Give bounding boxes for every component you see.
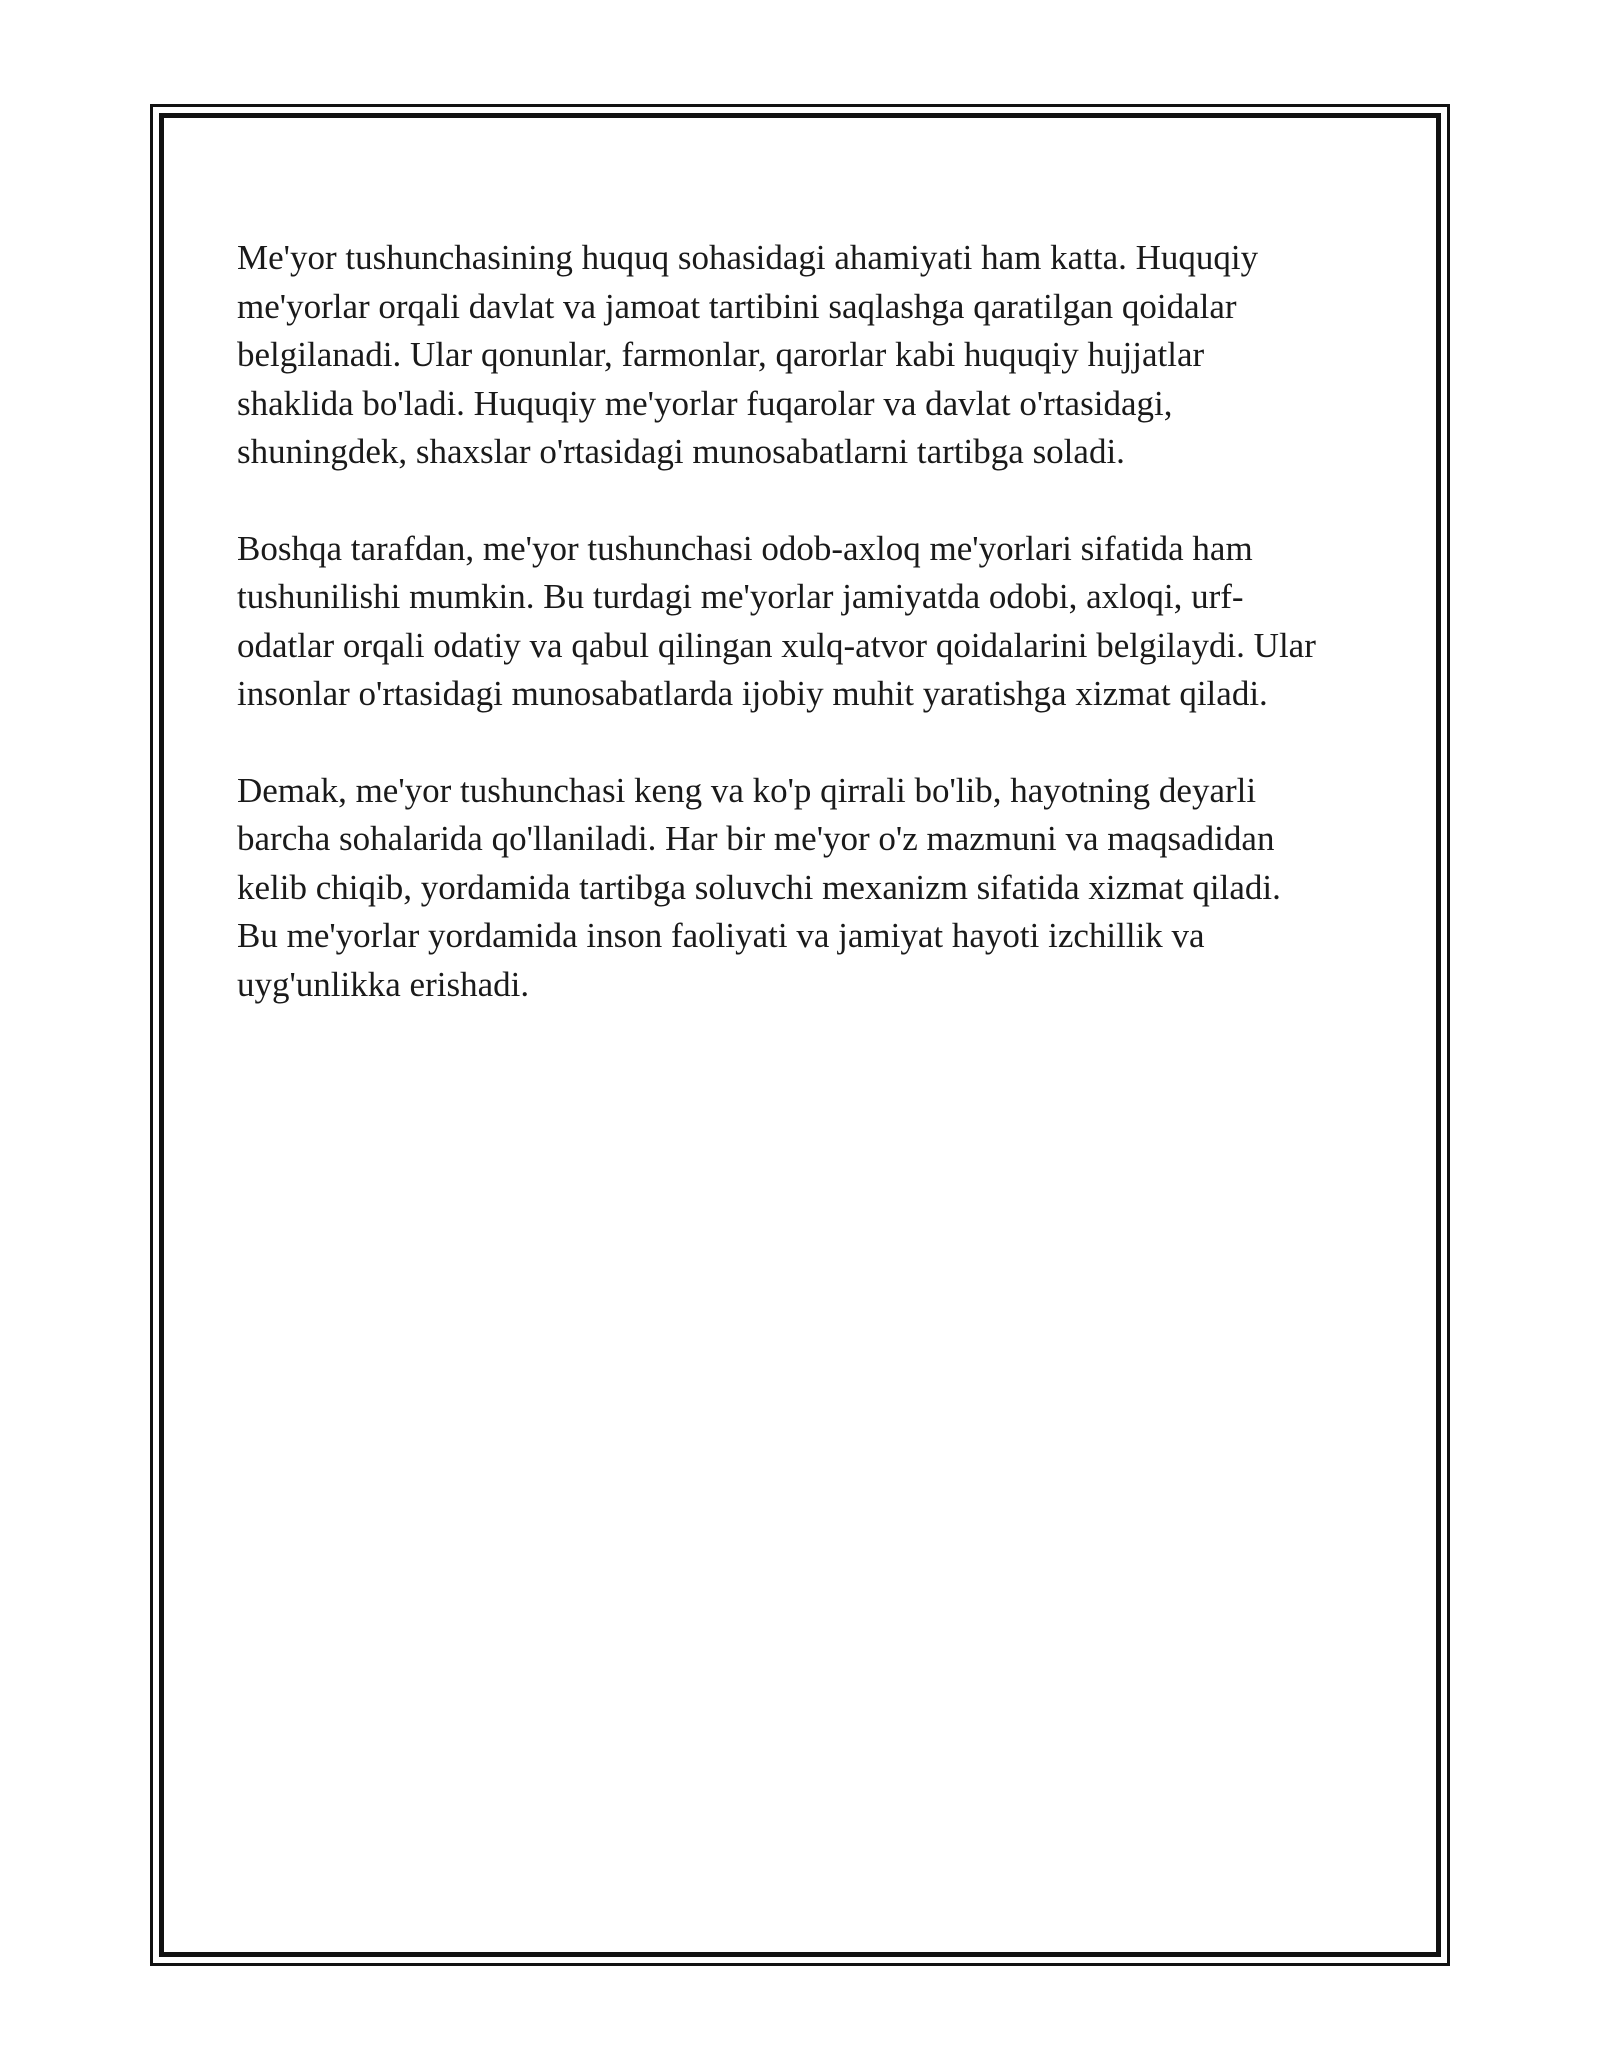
text-line: shaklida bo'ladi. Huquqiy me'yorlar fuqarolar va davlat o'rtasidagi, (237, 383, 1173, 423)
text-line: Bu me'yorlar yordamida inson faoliyati va jamiyat hayoti izchillik va (237, 916, 1205, 955)
paragraph-moral-norms (237, 525, 1377, 719)
text-line: Boshqa tarafdan, me'yor tushunchasi odob-axloq me'yorlari sifatida ham (237, 528, 1253, 568)
text-line: shuningdek, shaxslar o'rtasidagi munosabatlarni tartibga soladi. (237, 432, 1125, 471)
text-line: kelib chiqib, yordamida tartibga soluvchi mexanizm sifatida xizmat qiladi. (237, 867, 1281, 907)
paragraph-legal-norms (237, 234, 1377, 477)
text-line: uyg'unlikka erishadi. (237, 964, 530, 1004)
text-line: me'yorlar orqali davlat va jamoat tartibini saqlashga qaratilgan qoidalar (237, 286, 1237, 326)
text-line: tushunilishi mumkin. Bu turdagi me'yorlar jamiyatda odobi, axloqi, urf- (237, 577, 1244, 616)
text-line: Demak, me'yor tushunchasi keng va ko'p qirrali bo'lib, hayotning deyarli (237, 770, 1257, 810)
document-body (237, 234, 1377, 1057)
paragraph-conclusion (237, 767, 1377, 1010)
text-line: odatlar orqali odatiy va qabul qilingan xulq-atvor qoidalarini belgilaydi. Ular (237, 625, 1316, 665)
text-line: insonlar o'rtasidagi munosabatlarda ijobiy muhit yaratishga xizmat qiladi. (237, 674, 1268, 713)
text-line: belgilanadi. Ular qonunlar, farmonlar, qarorlar kabi huquqiy hujjatlar (237, 335, 1205, 374)
text-line: barcha sohalarida qo'llaniladi. Har bir me'yor o'z mazmuni va maqsadidan (237, 819, 1275, 858)
text-line: Me'yor tushunchasining huquq sohasidagi ahamiyati ham katta. Huquqiy (237, 238, 1259, 277)
